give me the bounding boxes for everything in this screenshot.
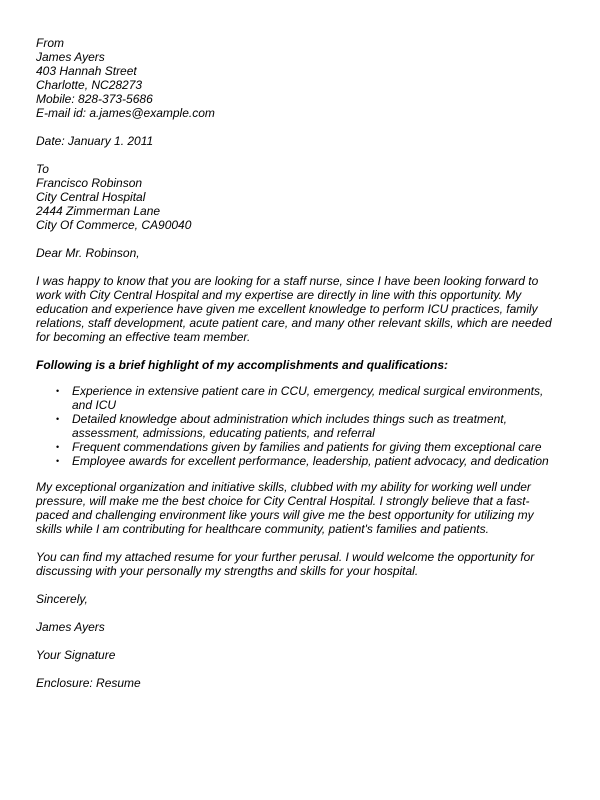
intro-line: for becoming an effective team member. — [36, 330, 251, 344]
list-item — [36, 384, 566, 412]
letter-page — [36, 36, 566, 704]
bullet-icon: • — [56, 456, 60, 466]
enclosure-text: Enclosure: Resume — [36, 676, 141, 690]
recipient-city: City Of Commerce, CA90040 — [36, 218, 192, 232]
body-line: discussing with your personally my strengths and skills for your hospital. — [36, 564, 419, 578]
body-paragraph-2 — [36, 480, 566, 536]
bullet-icon: • — [56, 386, 60, 396]
bullet-icon: • — [56, 414, 60, 424]
list-item — [36, 412, 566, 440]
list-item-line: Detailed knowledge about administration which includes things such as treatment, — [72, 412, 507, 426]
body-line: My exceptional organization and initiative skills, clubbed with my ability for working well under — [36, 480, 531, 494]
recipient-name: Francisco Robinson — [36, 176, 143, 190]
list-item-line: Experience in extensive patient care in CCU, emergency, medical surgical environments, — [72, 384, 544, 398]
sender-label: From — [36, 36, 64, 50]
sender-mobile: Mobile: 828-373-5686 — [36, 92, 153, 106]
intro-line: I was happy to know that you are looking for a staff nurse, since I have been looking forward to — [36, 274, 539, 288]
highlights-list — [36, 384, 566, 468]
signature-line — [36, 648, 566, 662]
salutation-text: Dear Mr. Robinson, — [36, 246, 140, 260]
body-line: You can find my attached resume for your further perusal. I would welcome the opportunity for — [36, 550, 535, 564]
list-item-line: assessment, admissions, educating patients, and referral — [72, 426, 375, 440]
sender-street: 403 Hannah Street — [36, 64, 137, 78]
sender-email: E-mail id: a.james@example.com — [36, 106, 215, 120]
signoff-name: James Ayers — [36, 620, 105, 634]
body-line: pressure, will make me the best choice for City Central Hospital. I strongly believe that a fast- — [36, 494, 530, 508]
sender-name: James Ayers — [36, 50, 105, 64]
recipient-label: To — [36, 162, 49, 176]
body-line: paced and challenging environment like yours will give me the best opportunity for utilizing my — [36, 508, 534, 522]
intro-line: education and experience have given me excellent knowledge to perform ICU practices, family — [36, 302, 538, 316]
letter-date: Date: January 1. 2011 — [36, 134, 154, 148]
intro-line: work with City Central Hospital and my expertise are directly in line with this opportunity. My — [36, 288, 522, 302]
intro-paragraph — [36, 274, 566, 344]
sender-city: Charlotte, NC28273 — [36, 78, 143, 92]
closing — [36, 592, 566, 606]
bullet-icon: • — [56, 442, 60, 452]
list-item-line: and ICU — [72, 398, 117, 412]
enclosure-line — [36, 676, 566, 690]
salutation — [36, 246, 566, 260]
recipient-company: City Central Hospital — [36, 190, 146, 204]
recipient-block — [36, 162, 566, 232]
list-item-line: Frequent commendations given by families and patients for giving them exceptional care — [72, 440, 542, 454]
closing-text: Sincerely, — [36, 592, 88, 606]
list-item-line: Employee awards for excellent performance, leadership, patient advocacy, and dedication — [72, 454, 549, 468]
sender-block — [36, 36, 566, 120]
recipient-street: 2444 Zimmerman Lane — [36, 204, 161, 218]
intro-line: relations, staff development, acute patient care, and many other relevant skills, which are needed — [36, 316, 552, 330]
highlights-heading: Following is a brief highlight of my accomplishments and qualifications: — [36, 358, 449, 372]
signature-text: Your Signature — [36, 648, 116, 662]
signoff — [36, 620, 566, 634]
list-item — [36, 454, 566, 468]
list-item — [36, 440, 566, 454]
body-paragraph-3 — [36, 550, 566, 578]
date-line — [36, 134, 566, 148]
body-line: skills while I am contributing for healthcare community, patient's families and patients. — [36, 522, 489, 536]
